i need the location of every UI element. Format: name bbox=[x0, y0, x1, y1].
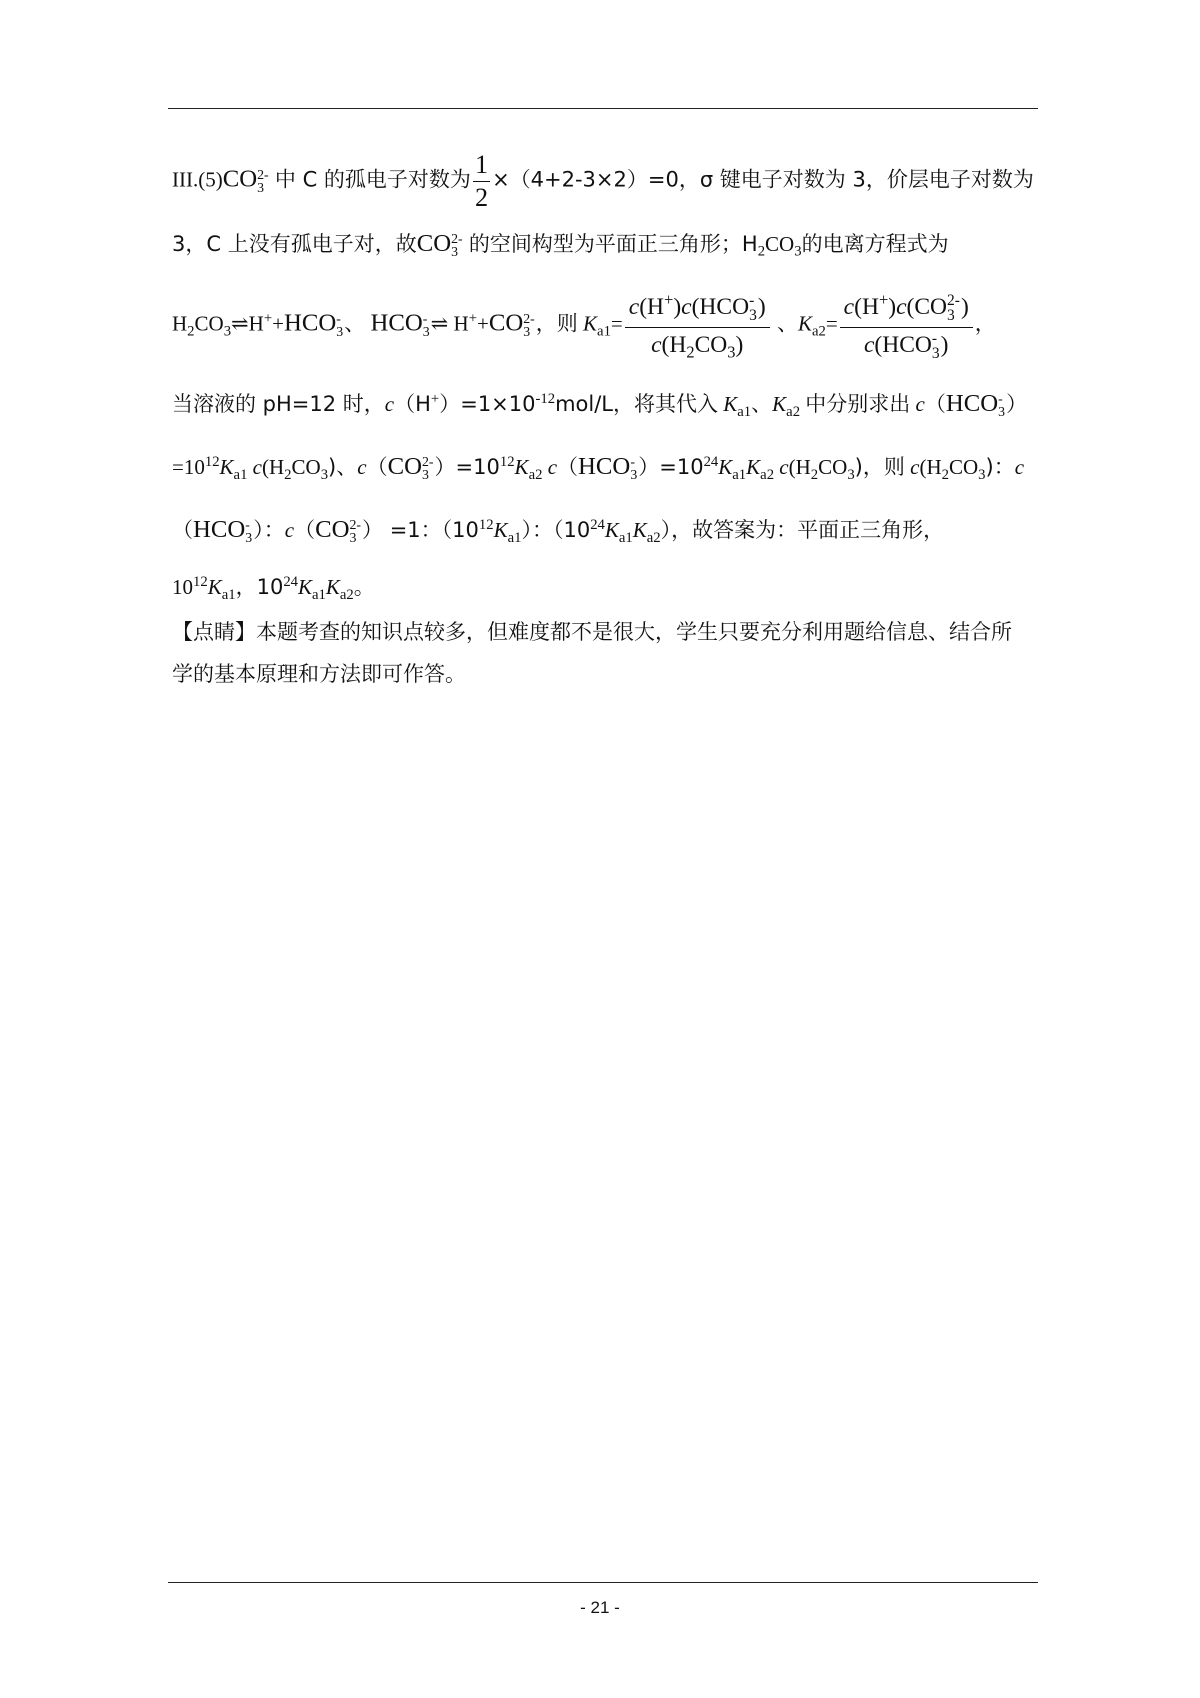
ka2-fraction: c(H+)c(CO 2- 3 ) c(HCO - 3 ) bbox=[840, 290, 973, 361]
ka1-fraction: c(H+)c(HCO - 3 ) $c(H_2CO_3)$ bbox=[625, 290, 770, 362]
text-line-7: $10^{12}K_{a1}$，$10^{24}K_{a1}K_{a2}$。 bbox=[172, 574, 375, 603]
note-line-1: 【点睛】本题考查的知识点较多，但难度都不是很大，学生只要充分利用题给信息、结合所 bbox=[172, 620, 1012, 644]
header-rule bbox=[168, 108, 1038, 109]
fraction-one-half: $\frac{1}{2}$ bbox=[474, 150, 489, 213]
page-number: - 21 - bbox=[580, 1598, 620, 1617]
text-line-4: 当溶液的 pH=12 时，$c(H^+)=1\times 10^{-12}mol/L$，将其代入 $K_{a1}$、$K_{a2}$ 中分别求出 c（HCO - 3 ） bbox=[172, 390, 1028, 420]
text-line-6: （HCO - 3 ）：c（CO 2- 3 ） =1：$(10^{12}K_{a1})$：$(10^{24}K_{a1}K_{a2})$，故答案为：平面正三角形， bbox=[172, 516, 945, 546]
footer-rule bbox=[168, 1582, 1038, 1583]
note-line-2: 学的基本原理和方法即可作答。 bbox=[172, 662, 466, 686]
text-line-2: 3，C 上没有孤电子对，故CO 2- 3 的空间构型为平面正三角形；$H_2CO_3$的电离方程式为 bbox=[172, 230, 949, 260]
text-line-3: $H_2CO_3\rightleftharpoons H^++HCO$ - 3 、 HCO - 3 ⇌ H++CO 2- 3 ，则 $K_{a1}=$ c(H+)c(HCO - 3 ) $c(H_2CO_3)$ 、$K_{a2}=$ c(H+)c(CO 2- 3 ) c(HCO - 3 ) ， bbox=[172, 290, 996, 362]
text-line-5: $=10^{12}K_{a1}$ $c(H_2CO_3)$、c（CO 2- 3 ）$=10^{12}K_{a2}$ c（HCO - 3 ）$=10^{24}K_{a1}K_{a2}$ $c(H_2CO_3)$，则 $c(H_2CO_3)$：c bbox=[172, 453, 1025, 483]
text-line-1: III.(5)CO 2- 3 中 C 的孤电子对数为 $\frac{1}{2}$ ×（4+2-3×2）=0，σ 键电子对数为 3，价层电子对数为 bbox=[172, 150, 1034, 213]
